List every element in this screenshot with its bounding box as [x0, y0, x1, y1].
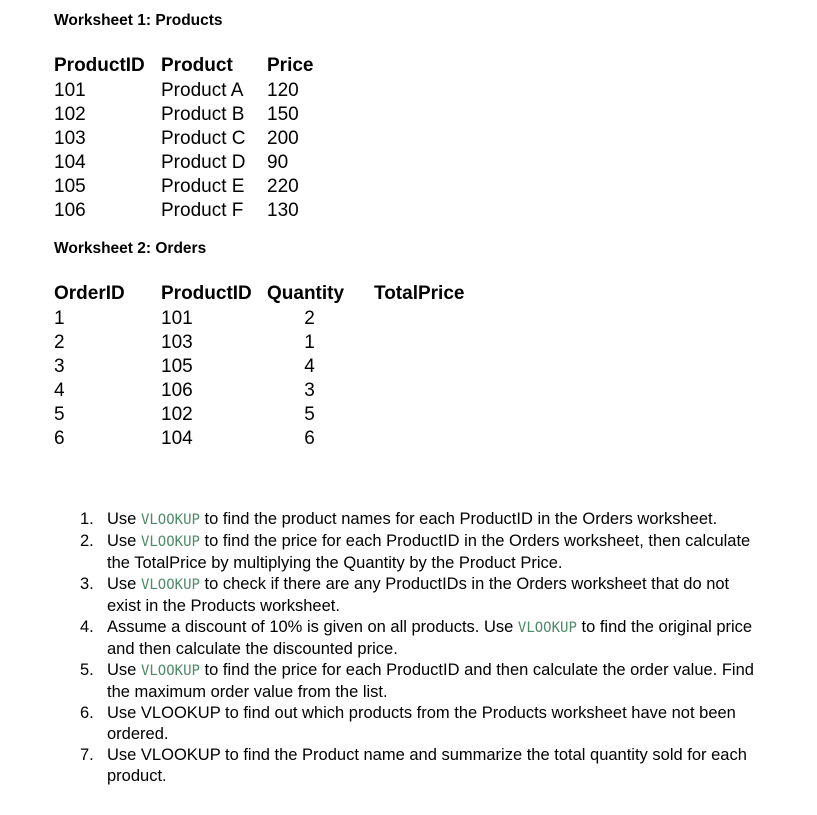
product-name-cell: Product F: [161, 200, 244, 221]
worksheet1-title: Worksheet 1: Products: [54, 12, 223, 29]
list-item: [80, 660, 760, 703]
order-id-cell: 1: [54, 308, 65, 329]
vlookup-code: VLOOKUP: [517, 620, 577, 636]
product-id-cell: 104: [161, 428, 193, 449]
price-cell: 90: [267, 152, 289, 173]
task-text: to check if there are any ProductIDs in the Orders worksheet that do not exist in the Products worksheet.: [107, 575, 730, 615]
product-id-cell: 102: [54, 104, 86, 125]
list-number: 5.: [80, 661, 94, 679]
task-text: Use: [107, 575, 141, 593]
list-number: 2.: [80, 532, 94, 550]
column-header: Quantity: [267, 283, 345, 304]
product-name-cell: Product C: [161, 128, 246, 149]
task-text: to find the original price and then calculate the discounted price.: [107, 618, 753, 658]
price-cell: 150: [267, 104, 299, 125]
list-number: 6.: [80, 704, 94, 722]
list-item: [80, 703, 760, 745]
list-item: [80, 531, 760, 574]
list-number: 7.: [80, 746, 94, 764]
task-text: to find the product names for each ProductID in the Orders worksheet.: [199, 510, 718, 528]
column-header: Product: [161, 55, 233, 76]
product-id-cell: 101: [161, 308, 193, 329]
product-id-cell: 103: [161, 332, 193, 353]
vlookup-code: VLOOKUP: [140, 577, 200, 593]
vlookup-code: VLOOKUP: [140, 512, 200, 528]
list-item: [80, 617, 760, 660]
task-list: [80, 509, 760, 787]
quantity-cell: 6: [304, 428, 315, 449]
list-number: 3.: [80, 575, 94, 593]
price-cell: 220: [267, 176, 299, 197]
order-id-cell: 4: [54, 380, 65, 401]
product-name-cell: Product A: [161, 80, 244, 101]
product-id-cell: 106: [54, 200, 86, 221]
product-id-cell: 105: [161, 356, 193, 377]
product-name-cell: Product D: [161, 152, 246, 173]
list-number: 1.: [80, 510, 94, 528]
product-id-cell: 106: [161, 380, 193, 401]
column-header: OrderID: [54, 283, 125, 304]
product-id-cell: 101: [54, 80, 86, 101]
product-id-cell: 102: [161, 404, 193, 425]
task-text: Use: [107, 532, 141, 550]
product-id-cell: 103: [54, 128, 86, 149]
product-name-cell: Product E: [161, 176, 245, 197]
price-cell: 200: [267, 128, 299, 149]
worksheet2-title: Worksheet 2: Orders: [54, 240, 207, 257]
product-id-cell: 105: [54, 176, 86, 197]
product-name-cell: Product B: [161, 104, 245, 125]
list-item: [80, 745, 760, 787]
task-text: Assume a discount of 10% is given on all products. Use: [107, 618, 518, 636]
task-text: to find the price for each ProductID and then calculate the order value. Find the maximum order value from the list.: [107, 661, 754, 701]
quantity-cell: 2: [304, 308, 315, 329]
quantity-cell: 1: [304, 332, 315, 353]
quantity-cell: 4: [304, 356, 315, 377]
price-cell: 130: [267, 200, 299, 221]
column-header: ProductID: [161, 283, 252, 304]
column-header: ProductID: [54, 55, 145, 76]
quantity-cell: 3: [304, 380, 315, 401]
order-id-cell: 3: [54, 356, 65, 377]
order-id-cell: 5: [54, 404, 65, 425]
list-number: 4.: [80, 618, 94, 636]
column-header: Price: [267, 55, 314, 76]
task-text: Use VLOOKUP to find out which products from the Products worksheet have not been ordered.: [107, 704, 736, 743]
price-cell: 120: [267, 80, 299, 101]
order-id-cell: 2: [54, 332, 65, 353]
product-id-cell: 104: [54, 152, 86, 173]
task-text: Use: [107, 510, 141, 528]
task-text: Use VLOOKUP to find the Product name and summarize the total quantity sold for each product.: [107, 746, 747, 785]
list-item: [80, 574, 760, 617]
column-header: TotalPrice: [374, 283, 465, 304]
vlookup-code: VLOOKUP: [140, 663, 200, 679]
list-item: [80, 509, 760, 531]
task-text: to find the price for each ProductID in the Orders worksheet, then calculate the TotalPrice by multiplying the Quantity by the Product Price.: [107, 532, 751, 572]
order-id-cell: 6: [54, 428, 65, 449]
task-text: Use: [107, 661, 141, 679]
vlookup-code: VLOOKUP: [140, 534, 200, 550]
quantity-cell: 5: [304, 404, 315, 425]
